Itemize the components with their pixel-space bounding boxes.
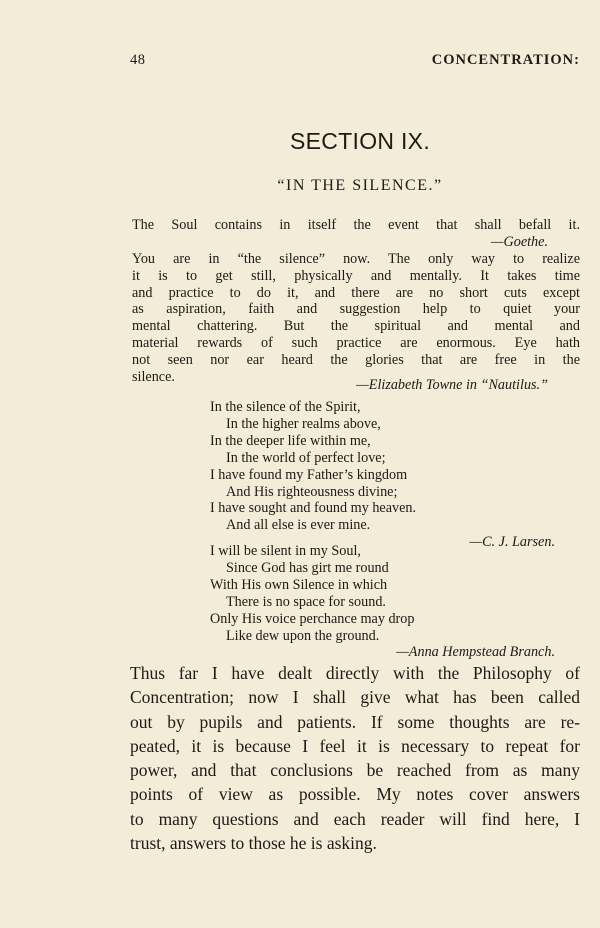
poem-line: Only His voice perchance may drop: [210, 610, 415, 627]
paragraph-line: not seen nor ear heard the glories that are free in the: [132, 351, 580, 368]
closing-line: out by pupils and patients. If some thoughts are re-: [130, 711, 580, 732]
poem-line: Since God has girt me round: [226, 559, 389, 576]
closing-paragraph: [130, 661, 580, 855]
poem-attribution: —Anna Hempstead Branch.: [396, 644, 555, 661]
closing-line: power, and that conclusions be reached from as many: [130, 760, 580, 781]
page-number: 48: [130, 52, 146, 68]
poem-line: In the silence of the Spirit,: [210, 399, 361, 415]
closing-line: Concentration; now I shall give what has been called: [130, 687, 580, 708]
epigraph-text: The Soul contains in itself the event that shall befall it.: [132, 217, 580, 233]
poem-line: And all else is ever mine.: [226, 517, 371, 534]
running-title: CONCENTRATION:: [431, 52, 580, 68]
poem-line: With His own Silence in which: [210, 576, 388, 593]
poem-larsen: [210, 399, 555, 551]
poem-line: And His righteousness divine;: [226, 483, 398, 500]
paragraph-attribution: —Elizabeth Towne in “Nautilus.”: [356, 377, 548, 393]
poem-line: I have found my Father’s kingdom: [210, 466, 408, 483]
paragraph-line: You are in “the silence” now. The only way to realize: [132, 251, 580, 267]
poem-line: I have sought and found my heaven.: [210, 500, 417, 517]
paragraph-line: mental chattering. But the spiritual and mental and: [132, 318, 580, 335]
poem-line: In the higher realms above,: [226, 415, 381, 432]
closing-line: trust, answers to those he is asking.: [130, 833, 377, 854]
poem-line: In the deeper life within me,: [210, 432, 371, 449]
poem-line: There is no space for sound.: [226, 593, 386, 610]
section-subtitle: “IN THE SILENCE.”: [277, 177, 443, 194]
closing-line: peated, it is because I feel it is necessary to repeat for: [130, 735, 580, 756]
paragraph-line: and practice to do it, and there are no short cuts except: [132, 284, 580, 301]
epigraph: [132, 217, 580, 251]
paragraph-line: it is to get still, physically and mentally. It takes time: [132, 267, 580, 284]
paragraph-line: material rewards of such practice are enormous. Eye hath: [132, 334, 580, 351]
poem-line: In the world of perfect love;: [226, 449, 386, 466]
poem-line: I will be silent in my Soul,: [210, 543, 361, 559]
silence-paragraph: [132, 251, 580, 385]
poem-attribution: —C. J. Larsen.: [469, 534, 555, 551]
closing-line: Thus far I have dealt directly with the Philosophy of: [130, 663, 580, 683]
epigraph-attribution: —Goethe.: [490, 233, 548, 250]
section-title: SECTION IX.: [289, 128, 431, 154]
closing-line: points of view as possible. My notes cover answers: [130, 784, 580, 805]
paragraph-line: silence.: [132, 368, 175, 385]
poem-branch: [210, 543, 555, 661]
paragraph-line: as aspiration, faith and suggestion help to quiet your: [132, 301, 580, 318]
closing-line: to many questions and each reader will find here, I: [130, 808, 580, 829]
poem-line: Like dew upon the ground.: [226, 627, 380, 644]
